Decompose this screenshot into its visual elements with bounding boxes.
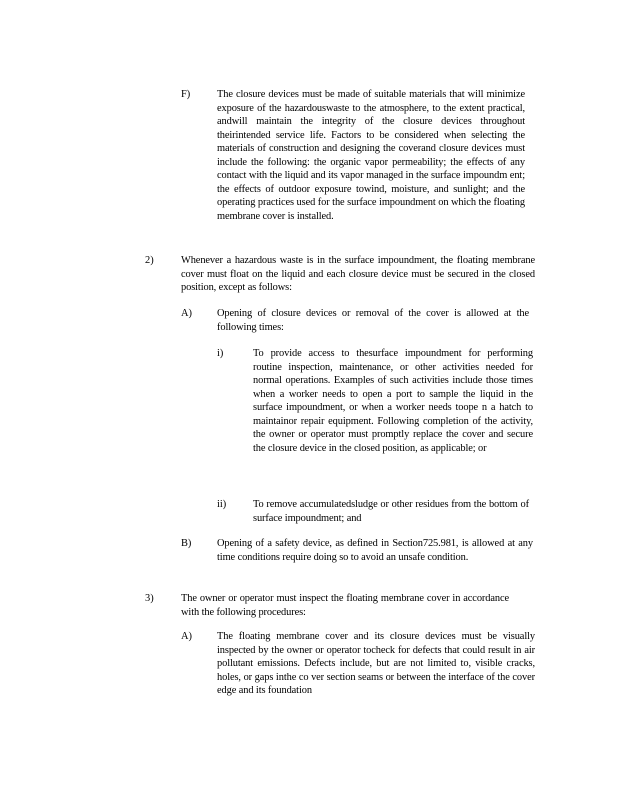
- item-label-2Aii: ii): [217, 499, 227, 510]
- paragraph-2Ai: To provide access to thesurface impoundment for performing routine inspection, maintenance, or other activities needed for normal operations. Examples of such activities include those times when a worker needs to open a port to sample the liquid in the surface impoundment, or when a worker needs toope n a hatch to maintainor repair equipment. Following completion of the activity, the owner or operator must promptly replace the cover and secure the closure device in the closed position, as applicable; or: [253, 348, 533, 454]
- item-label-F: F): [181, 89, 191, 100]
- item-label-3: 3): [145, 593, 154, 604]
- paragraph-2A: Opening of closure devices or removal of the cover is allowed at the following times:: [217, 308, 529, 333]
- item-label-2B: B): [181, 538, 192, 549]
- paragraph-3: The owner or operator must inspect the floating membrane cover in accordance with the following procedures:: [181, 593, 509, 618]
- item-label-2Ai: i): [217, 348, 224, 359]
- item-label-2: 2): [145, 255, 154, 266]
- paragraph-F: The closure devices must be made of suitable materials that will minimize exposure of the hazardouswaste to the atmosphere, to the extent practical, andwill maintain the integrity of the closure devices throughout theirintended service life. Factors to be considered when selecting the materials of construction and designing the coverand closure devices must include the following: the organic vapor permeability; the effects of any contact with the liquid and its vapor managed in the surface impoundm ent; the effects of outdoor exposure towind, moisture, and sunlight; and the operating practices used for the surface impoundment on which the floating membrane cover is installed.: [217, 89, 525, 222]
- item-label-3A: A): [181, 631, 192, 642]
- item-label-2A: A): [181, 308, 192, 319]
- paragraph-3A: The floating membrane cover and its closure devices must be visually inspected by the owner or operator tocheck for defects that could result in air pollutant emissions. Defects include, but are not limited to, visible cracks, holes, or gaps inthe co ver section seams or between the interface of the cover edge and its foundation: [217, 631, 535, 696]
- paragraph-2B: Opening of a safety device, as defined in Section725.981, is allowed at any time conditions require doing so to avoid an unsafe condition.: [217, 538, 533, 563]
- paragraph-2Aii: To remove accumulatedsludge or other residues from the bottom of surface impoundment; and: [253, 499, 529, 524]
- paragraph-2: Whenever a hazardous waste is in the surface impoundment, the floating membrane cover must float on the liquid and each closure device must be secured in the closed position, except as follows:: [181, 255, 535, 293]
